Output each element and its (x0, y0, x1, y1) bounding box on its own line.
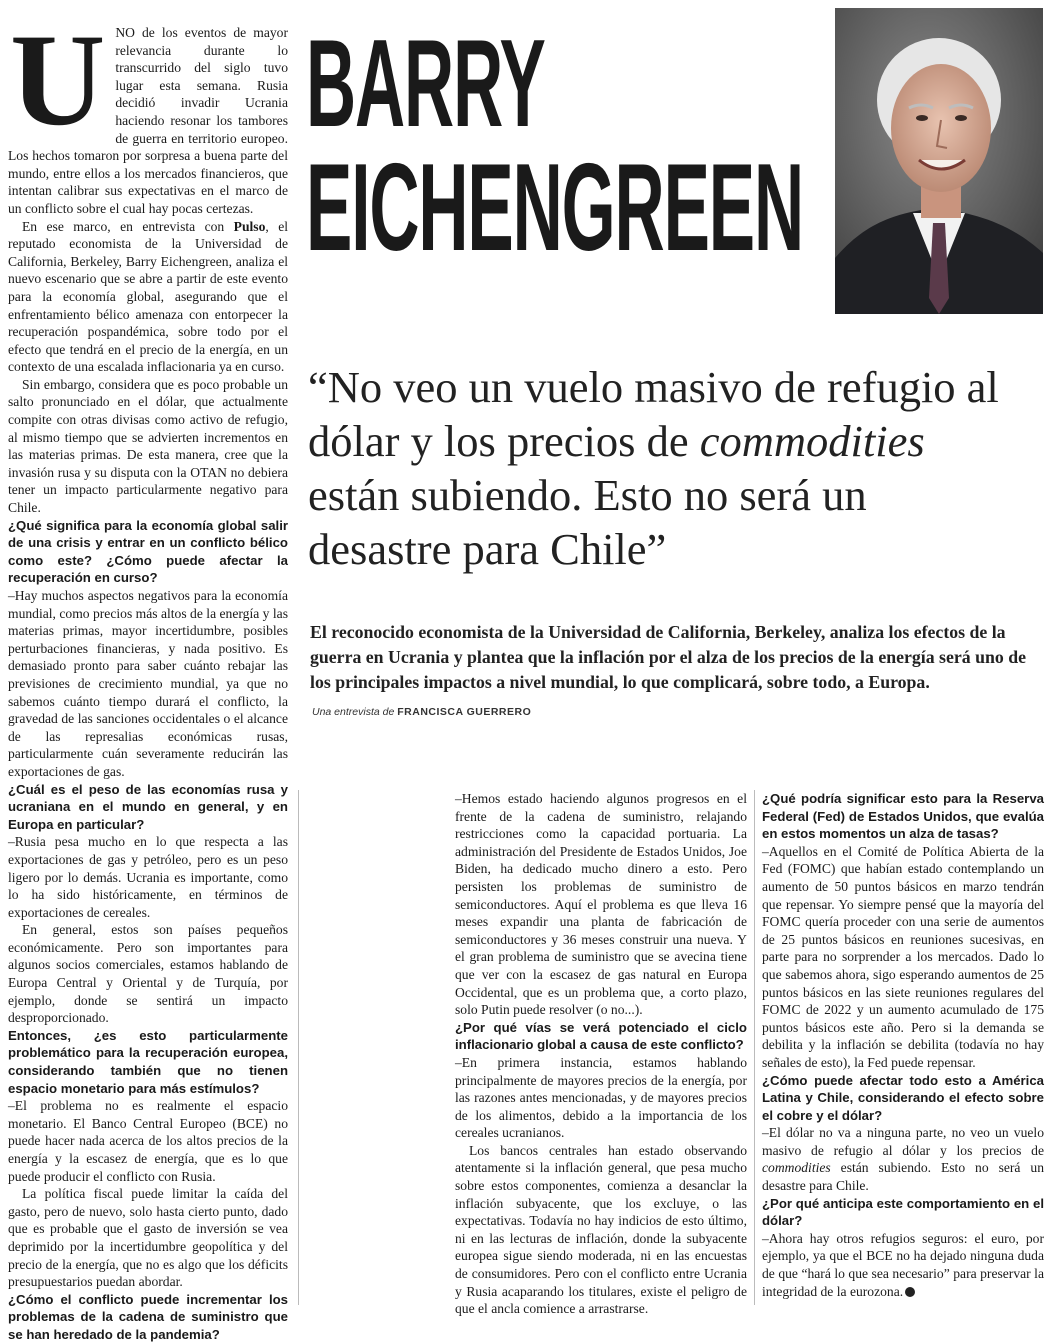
question-1: ¿Qué significa para la economía global salir de una crisis y entrar en un conflicto bélico como este? ¿Cómo puede afectar la recuperación en curso? (8, 517, 288, 586)
answer-8: –Ahora hay otros refugios seguros: el euro, por ejemplo, ya que el BCE no ha dejado ninguna duda de que “hará lo que sea necesario” para preservar la integridad de la eurozona. (762, 1230, 1044, 1299)
portrait-photo (835, 8, 1043, 314)
answer-2: –Rusia pesa mucho en lo que respecta a las exportaciones de gas y petróleo, pero es un peso ligero por lo demás. Ucrania es importante, como lo ha sido históricamente, en términos de exportaciones de cereales. (8, 834, 288, 920)
answer-5-continued: Los bancos centrales han estado observando atentamente si la inflación general, que pesa mucho sobre estos componentes, comienza a desanclar la inflación subyacente, que los excluye, o las expectativas. Todavía no hay indicios de esto último, ni en las lecturas de inflación, donde la subyacente europea sigue siendo moderada, ni en las encuestas de consumidores. Pero con el conflicto entre Ucrania y Rusia acaparando los titulares, existe el peligro de que el ancla comience a arrastrarse. (455, 1142, 747, 1317)
byline-author: FRANCISCA GUERRERO (397, 706, 532, 718)
name-line-2: EICHENGREEN (306, 139, 803, 277)
answer-4: –Hemos estado haciendo algunos progresos en el frente de la cadena de suministro, relajando restricciones como la capacidad portuaria. La administración del Presidente de Estados Unidos, Joe Biden, ha dedicado mucho dinero a esto. Pero persisten los problemas de suministro de semiconductores. Aquí el problema es que lleva 16 meses expandir una planta de fabricación de semiconductores y 36 meses construir una nueva. Y el gran problema de suministro que se avecina tiene que ver con la escasez de gas natural en Europa Occidental, que es un problema que, a corto plazo, solo Putin puede resolver (o no...). (455, 791, 747, 1018)
question-7: ¿Cómo puede afectar todo esto a América Latina y Chile, considerando el efecto sobre el cobre y el dólar? (762, 1072, 1044, 1123)
answer-3-continued: La política fiscal puede limitar la caída del gasto, pero de nuevo, solo hasta cierto punto, dado que es probable que el gasto de inversión se vea deprimido por la incertidumbre geopolítica y del precio de la energía, que no es algo que los déficits presupuestarios puedan abordar. (8, 1186, 288, 1290)
answer-1: –Hay muchos aspectos negativos para la economía mundial, como precios más altos de la energía y las materias primas, mayor incertidumbre, posibles perturbaciones financieras, y nada positivo. Es demasiado pronto para saber cuánto rebajar las previsiones de crecimiento mundial, ya que no sabemos cuánto tiempo durará el conflicto, la gravedad de las sanciones occidentales o el alcance de las represalias económicas rusas, particularmente cuán severamente reducirán las exportaciones de gas. (8, 588, 288, 779)
article-column-1 (8, 6, 289, 1344)
intro-paragraph: NO de los eventos de mayor relevancia durante lo transcurrido del siglo tuvo lugar esta semana. Rusia decidió invadir Ucrania haciendo resonar los tambores de guerra en territorio europeo. Los hechos tomaron por sorpresa a buena parte del mundo, entre ellos a los mercados financieros, que intentan calibrar sus expectativas en el marco de un conflicto sobre el cual hay pocas certezas. (8, 25, 288, 216)
context-paragraph-2: Sin embargo, considera que es poco probable un salto pronunciado en el dólar, que actualmente compite con otras divisas como activo de refugio, al mismo tiempo que se advierten incrementos en las materias primas. De esta manera, cree que la invasión rusa y su disputa con la OTAN no debiera tener un impacto particularmente negativo para Chile. (8, 376, 288, 516)
byline (312, 706, 531, 718)
byline-prefix: Una entrevista de (312, 706, 395, 718)
lead-paragraph: El reconocido economista de la Universidad de California, Berkeley, analiza los efectos de la guerra en Ucrania y plantea que la inflación por el alza de los precios de la energía será uno de los principales impactos a nivel mundial, lo que complicará, sobre todo, a Europa. (310, 622, 1026, 692)
answer-7: –El dólar no va a ninguna parte, no veo un vuelo masivo de refugio al dólar y los precios de commodities están subiendo. Esto no será un desastre para Chile. (762, 1125, 1044, 1194)
answer-6: –Aquellos en el Comité de Política Abierta de la Fed (FOMC) que habían estado contemplando un aumento de 50 puntos básicos en marzo tendrán que repensar. Yo siempre pensé que la mayoría del FOMC quería proceder con una serie de aumentos de 25 puntos básicos en reuniones sucesivas, en parte para no sorprender a los mercados. Dado lo que sabemos ahora, sigo esperando aumentos de 25 puntos básicos en las siete reuniones regulares del FOMC de 2022 y un aumento acumulado de 175 puntos básicos este año. Pero si la demanda se debilita y la inflación se debilita (todavía no hay señales de esto), la Fed puede repensar. (762, 843, 1044, 1070)
question-6: ¿Qué podría significar esto para la Reserva Federal (Fed) de Estados Unidos, que evalúa en estos momentos un alza de tasas? (762, 791, 1044, 842)
headline-quote: “No veo un vuelo masivo de refugio al dólar y los precios de commodities están subiendo. Esto no será un desastre para Chile” (308, 362, 999, 574)
drop-cap: U (10, 6, 106, 153)
question-4: ¿Cómo el conflicto puede incrementar los problemas de la cadena de suministro que se han heredado de la pandemia? (8, 1291, 288, 1342)
column-divider-2 (754, 790, 755, 1305)
column-divider (298, 790, 299, 1305)
question-3: Entonces, ¿es esto particularmente problemático para la recuperación europea, considerando también que no tienen espacio monetario para más estímulos? (8, 1027, 288, 1096)
answer-5: –En primera instancia, estamos hablando principalmente de mayores precios de la energía, por las razones antes mencionadas, y de mayores precios de los alimentos, debido a la importancia de los cereales ucranianos. (455, 1054, 747, 1141)
answer-3: –El problema no es realmente el espacio monetario. El Banco Central Europeo (BCE) no puede hacer nada acerca de los altos precios de la energía y la escasez de energía, que es lo que puede producir el conflicto con Rusia. (8, 1098, 288, 1184)
name-line-1: BARRY (306, 15, 545, 153)
context-paragraph: En ese marco, en entrevista con Pulso, el reputado economista de la Universidad de California, Berkeley, Barry Eichengreen, analiza el nuevo escenario que se abre a partir de este evento para la economía global, asegurando que el enfrentamiento bélico amenaza con entorpecer la recuperación pospandémica, sobre todo por el efecto que tendrá en el precio de la energía, en un contexto de una escalada inflacionaria ya en curso. (8, 218, 289, 375)
question-2: ¿Cuál es el peso de las economías rusa y ucraniana en el mundo en general, y en Europa en particular? (8, 781, 288, 832)
headline-name (306, 15, 803, 277)
end-mark-icon (905, 1287, 915, 1297)
article-column-3 (762, 790, 1044, 1300)
question-8: ¿Por qué anticipa este comportamiento en el dólar? (762, 1195, 1044, 1229)
question-5: ¿Por qué vías se verá potenciado el ciclo inflacionario global a causa de este conflicto? (455, 1019, 747, 1053)
article-column-2 (455, 790, 747, 1318)
answer-2-continued: En general, estos son países pequeños económicamente. Pero son importantes para algunos socios comerciales, estamos hablando de Europa Central y Oriental y de Turquía, por ejemplo, donde se sentirá un impacto desproporcionado. (8, 922, 288, 1026)
